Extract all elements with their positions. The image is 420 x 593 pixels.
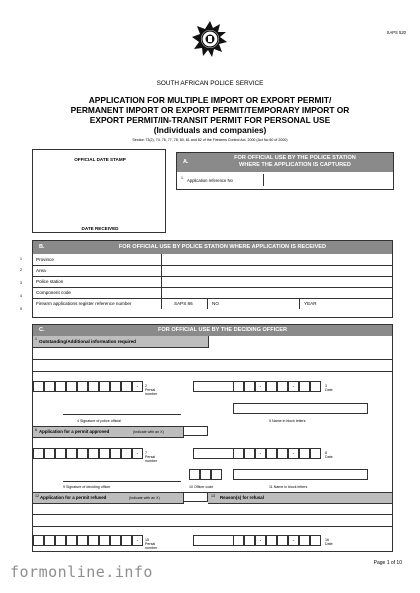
police-station-label: Police station	[36, 279, 64, 284]
date-dash-box: -	[255, 381, 266, 392]
section-c-header	[33, 325, 392, 336]
persal-label-text: Persal number	[145, 542, 158, 550]
approved-hint: (Indicate with an X)	[133, 430, 164, 434]
area-input[interactable]	[161, 265, 393, 276]
section-a-title	[197, 155, 393, 169]
persal-digit-box[interactable]	[99, 381, 110, 392]
persal-number-index: 7	[145, 451, 147, 455]
persal-label	[145, 384, 157, 396]
persal-digit-box[interactable]	[66, 381, 77, 392]
component-code-input[interactable]	[161, 287, 393, 298]
register-year-input[interactable]	[299, 298, 393, 309]
outstanding-number: 1	[35, 337, 37, 341]
section-b	[32, 240, 393, 318]
persal-digit-box[interactable]	[77, 381, 88, 392]
date-number-index: 8	[325, 451, 327, 455]
section-b-letter: B.	[39, 244, 45, 250]
form-title-line-1: APPLICATION FOR MULTIPLE IMPORT OR EXPORT PERMIT/	[88, 95, 332, 105]
component-code-label: Component code	[36, 290, 71, 295]
date-digit-box[interactable]	[266, 448, 277, 459]
date-label	[325, 451, 333, 459]
persal-dash-box[interactable]: -	[132, 381, 143, 392]
section-a-title-1: FOR OFFICIAL USE BY THE POLICE STATION	[234, 155, 356, 161]
section-a-letter: A.	[183, 159, 189, 165]
officer-code-label	[189, 485, 213, 489]
sig-police-num: 4	[77, 419, 79, 423]
persal-digit-box[interactable]	[33, 448, 44, 459]
reasons-number: 13	[211, 494, 215, 498]
police-name-block-label	[269, 419, 306, 423]
date-digit-box[interactable]	[266, 535, 277, 546]
application-reference-input[interactable]	[263, 174, 393, 186]
date-dash-box: -	[288, 535, 299, 546]
persal-label-text: Persal number	[145, 455, 158, 463]
form-code: SAPS 520	[386, 30, 406, 35]
date-label-text: Date	[325, 455, 333, 459]
saps86-label: SAPS 86	[174, 301, 193, 306]
officer-code-box-2[interactable]	[200, 469, 211, 480]
section-a-header	[177, 153, 393, 172]
persal-digit-box[interactable]	[99, 535, 110, 546]
persal-digit-box[interactable]	[44, 448, 55, 459]
reasons-label: Reason(s) for refusal	[220, 495, 264, 500]
page-number: Page 1 of 10	[373, 560, 402, 566]
persal-digit-box[interactable]	[77, 448, 88, 459]
officer-code-box-3[interactable]	[211, 469, 222, 480]
section-b-header	[33, 241, 392, 254]
watermark: formonline.info	[10, 563, 153, 581]
date-dash-box: -	[255, 535, 266, 546]
date-received-label: DATE RECEIVED	[81, 226, 119, 231]
date-digit-box[interactable]	[266, 381, 277, 392]
register-reference-label: Firearm applications register reference number	[36, 301, 132, 306]
persal-digit-box[interactable]	[55, 448, 66, 459]
persal-digit-box[interactable]	[55, 381, 66, 392]
area-label: Area	[36, 268, 46, 273]
saps86-cell	[161, 298, 208, 309]
date-digit-box[interactable]	[244, 535, 255, 546]
date-number-index: 3	[325, 384, 327, 388]
persal-digit-box[interactable]	[66, 535, 77, 546]
persal-digit-box[interactable]	[99, 448, 110, 459]
application-reference-row	[177, 172, 393, 189]
persal-digit-box[interactable]	[44, 381, 55, 392]
form-title-line-2: PERMANENT IMPORT OR EXPORT PERMIT/TEMPORARY IMPORT OR	[70, 105, 350, 115]
refused-label: Application for a permit refused	[40, 495, 107, 500]
approved-number: 6	[35, 428, 37, 432]
date-digit-box[interactable]	[299, 535, 310, 546]
refused-hint: (Indicate with an X)	[129, 496, 160, 500]
persal-label	[145, 538, 157, 550]
section-a	[176, 152, 394, 190]
date-label	[325, 538, 333, 546]
persal-digit-box[interactable]	[33, 535, 44, 546]
persal-digit-box[interactable]	[55, 535, 66, 546]
date-digit-box[interactable]	[277, 381, 288, 392]
persal-digit-box[interactable]	[88, 535, 99, 546]
police-name-block-input[interactable]	[233, 403, 368, 414]
date-number-index: 16	[325, 538, 329, 542]
date-dash-box: -	[288, 381, 299, 392]
date-digit-box[interactable]	[277, 448, 288, 459]
deciding-name-block-input[interactable]	[233, 469, 368, 480]
date-digit-box[interactable]	[277, 535, 288, 546]
date-digit-box[interactable]	[299, 448, 310, 459]
section-b-title: FOR OFFICIAL USE BY POLICE STATION WHERE APPLICATION IS RECEIVED	[118, 244, 327, 250]
section-c-letter: C.	[39, 327, 45, 333]
sig-deciding-num: 9	[63, 485, 65, 489]
police-signature-label	[77, 419, 121, 423]
persal-digit-box[interactable]	[121, 535, 132, 546]
row-number-4: 4	[20, 294, 22, 298]
province-label: Province	[36, 257, 54, 262]
date-digit-box[interactable]	[244, 448, 255, 459]
form-subtitle: (Individuals and companies)	[153, 125, 267, 135]
application-reference-label: Application reference No	[187, 178, 233, 183]
form-title-line-3: EXPORT PERMIT/IN-TRANSIT PERMIT FOR PERSONAL USE	[89, 115, 331, 125]
officer-code-text: Officer code	[194, 485, 214, 489]
date-digit-box[interactable]	[233, 448, 244, 459]
date-digit-box[interactable]	[244, 381, 255, 392]
row-number-5: 5	[20, 307, 22, 311]
persal-digit-box[interactable]	[88, 381, 99, 392]
name-block-text-2: Name in block letters	[273, 485, 308, 489]
approved-checkbox[interactable]	[183, 426, 208, 436]
section-a-title-2: WHERE THE APPLICATION IS CAPTURED	[239, 162, 351, 168]
approved-label-cell	[33, 426, 184, 438]
persal-digit-box[interactable]	[88, 448, 99, 459]
name-block-text-1: Name in block letters	[272, 419, 306, 423]
refused-number: 12	[35, 494, 39, 498]
persal-number-index: 2	[145, 384, 147, 388]
date-digit-box[interactable]	[299, 381, 310, 392]
name-block-num-1: 5	[269, 419, 271, 423]
date-dash-box: -	[255, 448, 266, 459]
row-number-3: 3	[20, 281, 22, 285]
persal-digit-box[interactable]	[44, 535, 55, 546]
reasons-line-2[interactable]	[33, 514, 392, 527]
date-digit-box[interactable]	[233, 381, 244, 392]
date-label-text: Date	[325, 542, 333, 546]
persal-number-index: 15	[145, 538, 149, 542]
date-digit-box[interactable]	[310, 381, 321, 392]
row-number-2: 2	[20, 268, 22, 272]
persal-digit-box[interactable]	[110, 535, 121, 546]
approved-label: Application for a permit approved	[39, 429, 110, 434]
section-c-title: FOR OFFICIAL USE BY THE DECIDING OFFICER	[157, 327, 288, 333]
police-station-input[interactable]	[161, 276, 393, 287]
date-digit-box[interactable]	[233, 535, 244, 546]
deciding-name-block-label	[269, 485, 307, 489]
date-label-text: Date	[325, 388, 333, 392]
persal-digit-box[interactable]	[110, 381, 121, 392]
sig-deciding-text: Signature of deciding officer	[66, 485, 111, 489]
deciding-signature-line[interactable]	[63, 481, 181, 482]
register-reference-row	[33, 298, 392, 309]
date-digit-box[interactable]	[310, 448, 321, 459]
deciding-signature-label	[63, 485, 111, 489]
persal-digit-box[interactable]	[77, 535, 88, 546]
refused-checkbox[interactable]	[183, 492, 208, 502]
saps-star-logo	[191, 20, 229, 58]
persal-digit-box[interactable]	[33, 381, 44, 392]
service-name: SOUTH AFRICAN POLICE SERVICE	[156, 80, 264, 87]
date-dash-box: -	[288, 448, 299, 459]
persal-digit-box[interactable]	[66, 448, 77, 459]
section-c	[32, 324, 393, 552]
official-date-stamp-box[interactable]	[32, 149, 166, 233]
name-block-num-2: 11	[269, 485, 273, 489]
persal-dash-box[interactable]: -	[132, 448, 143, 459]
stamp-label: OFFICIAL DATE STAMP	[74, 157, 126, 162]
row-number-1: 1	[20, 257, 22, 261]
officer-code-box-1[interactable]	[189, 469, 200, 480]
register-year-label: YEAR	[304, 301, 317, 306]
persal-label-text: Persal number	[145, 388, 158, 396]
province-input[interactable]	[161, 254, 393, 265]
officer-code-num: 10	[189, 485, 193, 489]
persal-digit-box[interactable]	[121, 381, 132, 392]
register-no-input[interactable]	[207, 298, 300, 309]
sig-police-text: Signature of police official	[80, 419, 121, 423]
date-label	[325, 384, 333, 392]
outstanding-line-2[interactable]	[33, 359, 392, 372]
section-reference: Section 73(2), 74, 76, 77, 78, 80, 81 and 82 of the Firearms Control Act, 2000 (Act No 60 of 2000)	[132, 138, 288, 142]
persal-digit-box[interactable]	[121, 448, 132, 459]
persal-dash-box[interactable]: -	[132, 535, 143, 546]
form-title	[0, 95, 420, 135]
outstanding-info-label: Outstanding/Additional information required	[39, 339, 136, 344]
police-signature-line[interactable]	[63, 414, 181, 415]
register-no-label: NO	[212, 301, 219, 306]
field-number: 1	[181, 176, 183, 180]
persal-label	[145, 451, 157, 463]
date-digit-box[interactable]	[310, 535, 321, 546]
persal-digit-box[interactable]	[110, 448, 121, 459]
